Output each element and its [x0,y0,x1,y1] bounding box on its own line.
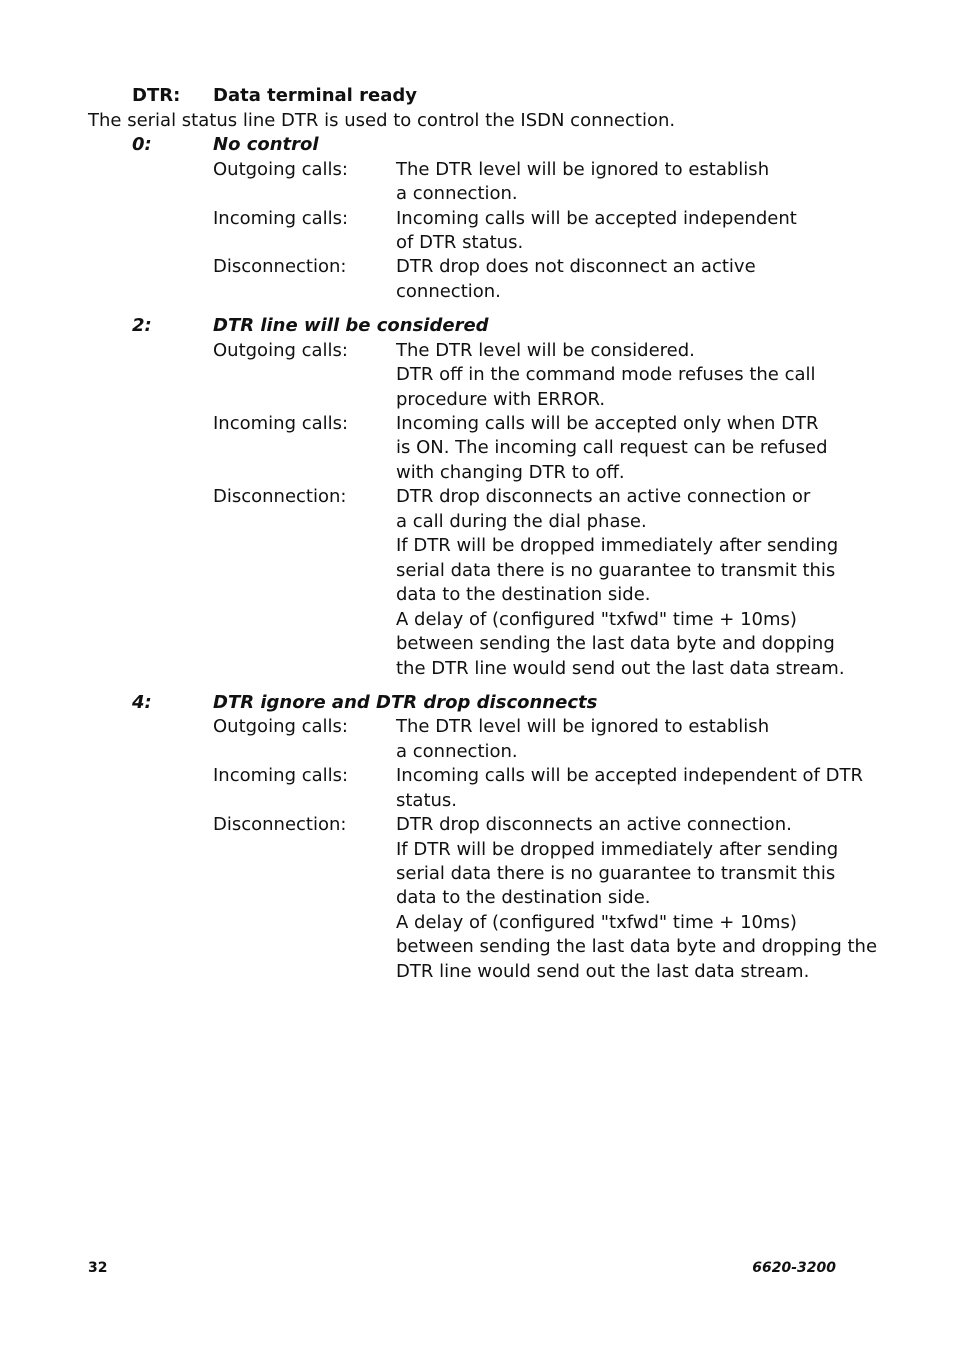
row-text-line: DTR drop disconnects an active connection or [396,486,811,507]
row-label: Disconnection: [213,814,347,835]
row-label: Outgoing calls: [213,340,348,361]
row-text-line: The DTR level will be considered. [396,340,695,361]
row-text-line: If DTR will be dropped immediately after sending [396,535,839,556]
row-text-line: the DTR line would send out the last data stream. [396,658,845,679]
row-text-line: serial data there is no guarantee to transmit this [396,863,836,884]
row-text-line: of DTR status. [396,232,524,253]
row-text-line: is ON. The incoming call request can be refused [396,437,828,458]
row-text-line: a connection. [396,183,518,204]
row-label: Outgoing calls: [213,159,348,180]
intro-text: The serial status line DTR is used to control the ISDN connection. [88,110,676,131]
row-label: Incoming calls: [213,765,349,786]
row-text-line: between sending the last data byte and dopping [396,633,835,654]
row-text-line: data to the destination side. [396,584,651,605]
row-text-line: DTR off in the command mode refuses the call [396,364,816,385]
heading-title: Data terminal ready [213,85,417,106]
row-text-line: DTR drop disconnects an active connection. [396,814,792,835]
row-text-line: Incoming calls will be accepted independent [396,208,797,229]
row-text-line: The DTR level will be ignored to establish [396,159,770,180]
row-label: Disconnection: [213,486,347,507]
row-text-line: A delay of (configured "txfwd" time + 10ms) [396,912,797,933]
option-number: 4: [132,692,152,713]
option-title: No control [213,134,319,155]
row-label: Incoming calls: [213,208,349,229]
document-number: 6620-3200 [752,1260,836,1276]
heading-label: DTR: [132,85,181,106]
row-text-line: If DTR will be dropped immediately after sending [396,839,839,860]
row-text-line: The DTR level will be ignored to establish [396,716,770,737]
row-text-line: DTR line would send out the last data stream. [396,961,810,982]
row-text-line: DTR drop does not disconnect an active [396,256,756,277]
row-text-line: with changing DTR to off. [396,462,625,483]
option-number: 0: [132,134,152,155]
row-text-line: data to the destination side. [396,887,651,908]
row-text-line: Incoming calls will be accepted only when DTR [396,413,819,434]
row-label: Incoming calls: [213,413,349,434]
row-text-line: a connection. [396,741,518,762]
row-text-line: connection. [396,281,501,302]
row-text-line: procedure with ERROR. [396,389,606,410]
option-title: DTR ignore and DTR drop disconnects [213,692,598,713]
row-text-line: A delay of (configured "txfwd" time + 10ms) [396,609,797,630]
page-number: 32 [88,1260,108,1276]
row-label: Outgoing calls: [213,716,348,737]
row-label: Disconnection: [213,256,347,277]
row-text-line: serial data there is no guarantee to transmit this [396,560,836,581]
row-text-line: Incoming calls will be accepted independent of DTR [396,765,863,786]
row-text-line: a call during the dial phase. [396,511,647,532]
option-title: DTR line will be considered [213,315,489,336]
row-text-line: status. [396,790,458,811]
row-text-line: between sending the last data byte and dropping the [396,936,878,957]
option-number: 2: [132,315,152,336]
